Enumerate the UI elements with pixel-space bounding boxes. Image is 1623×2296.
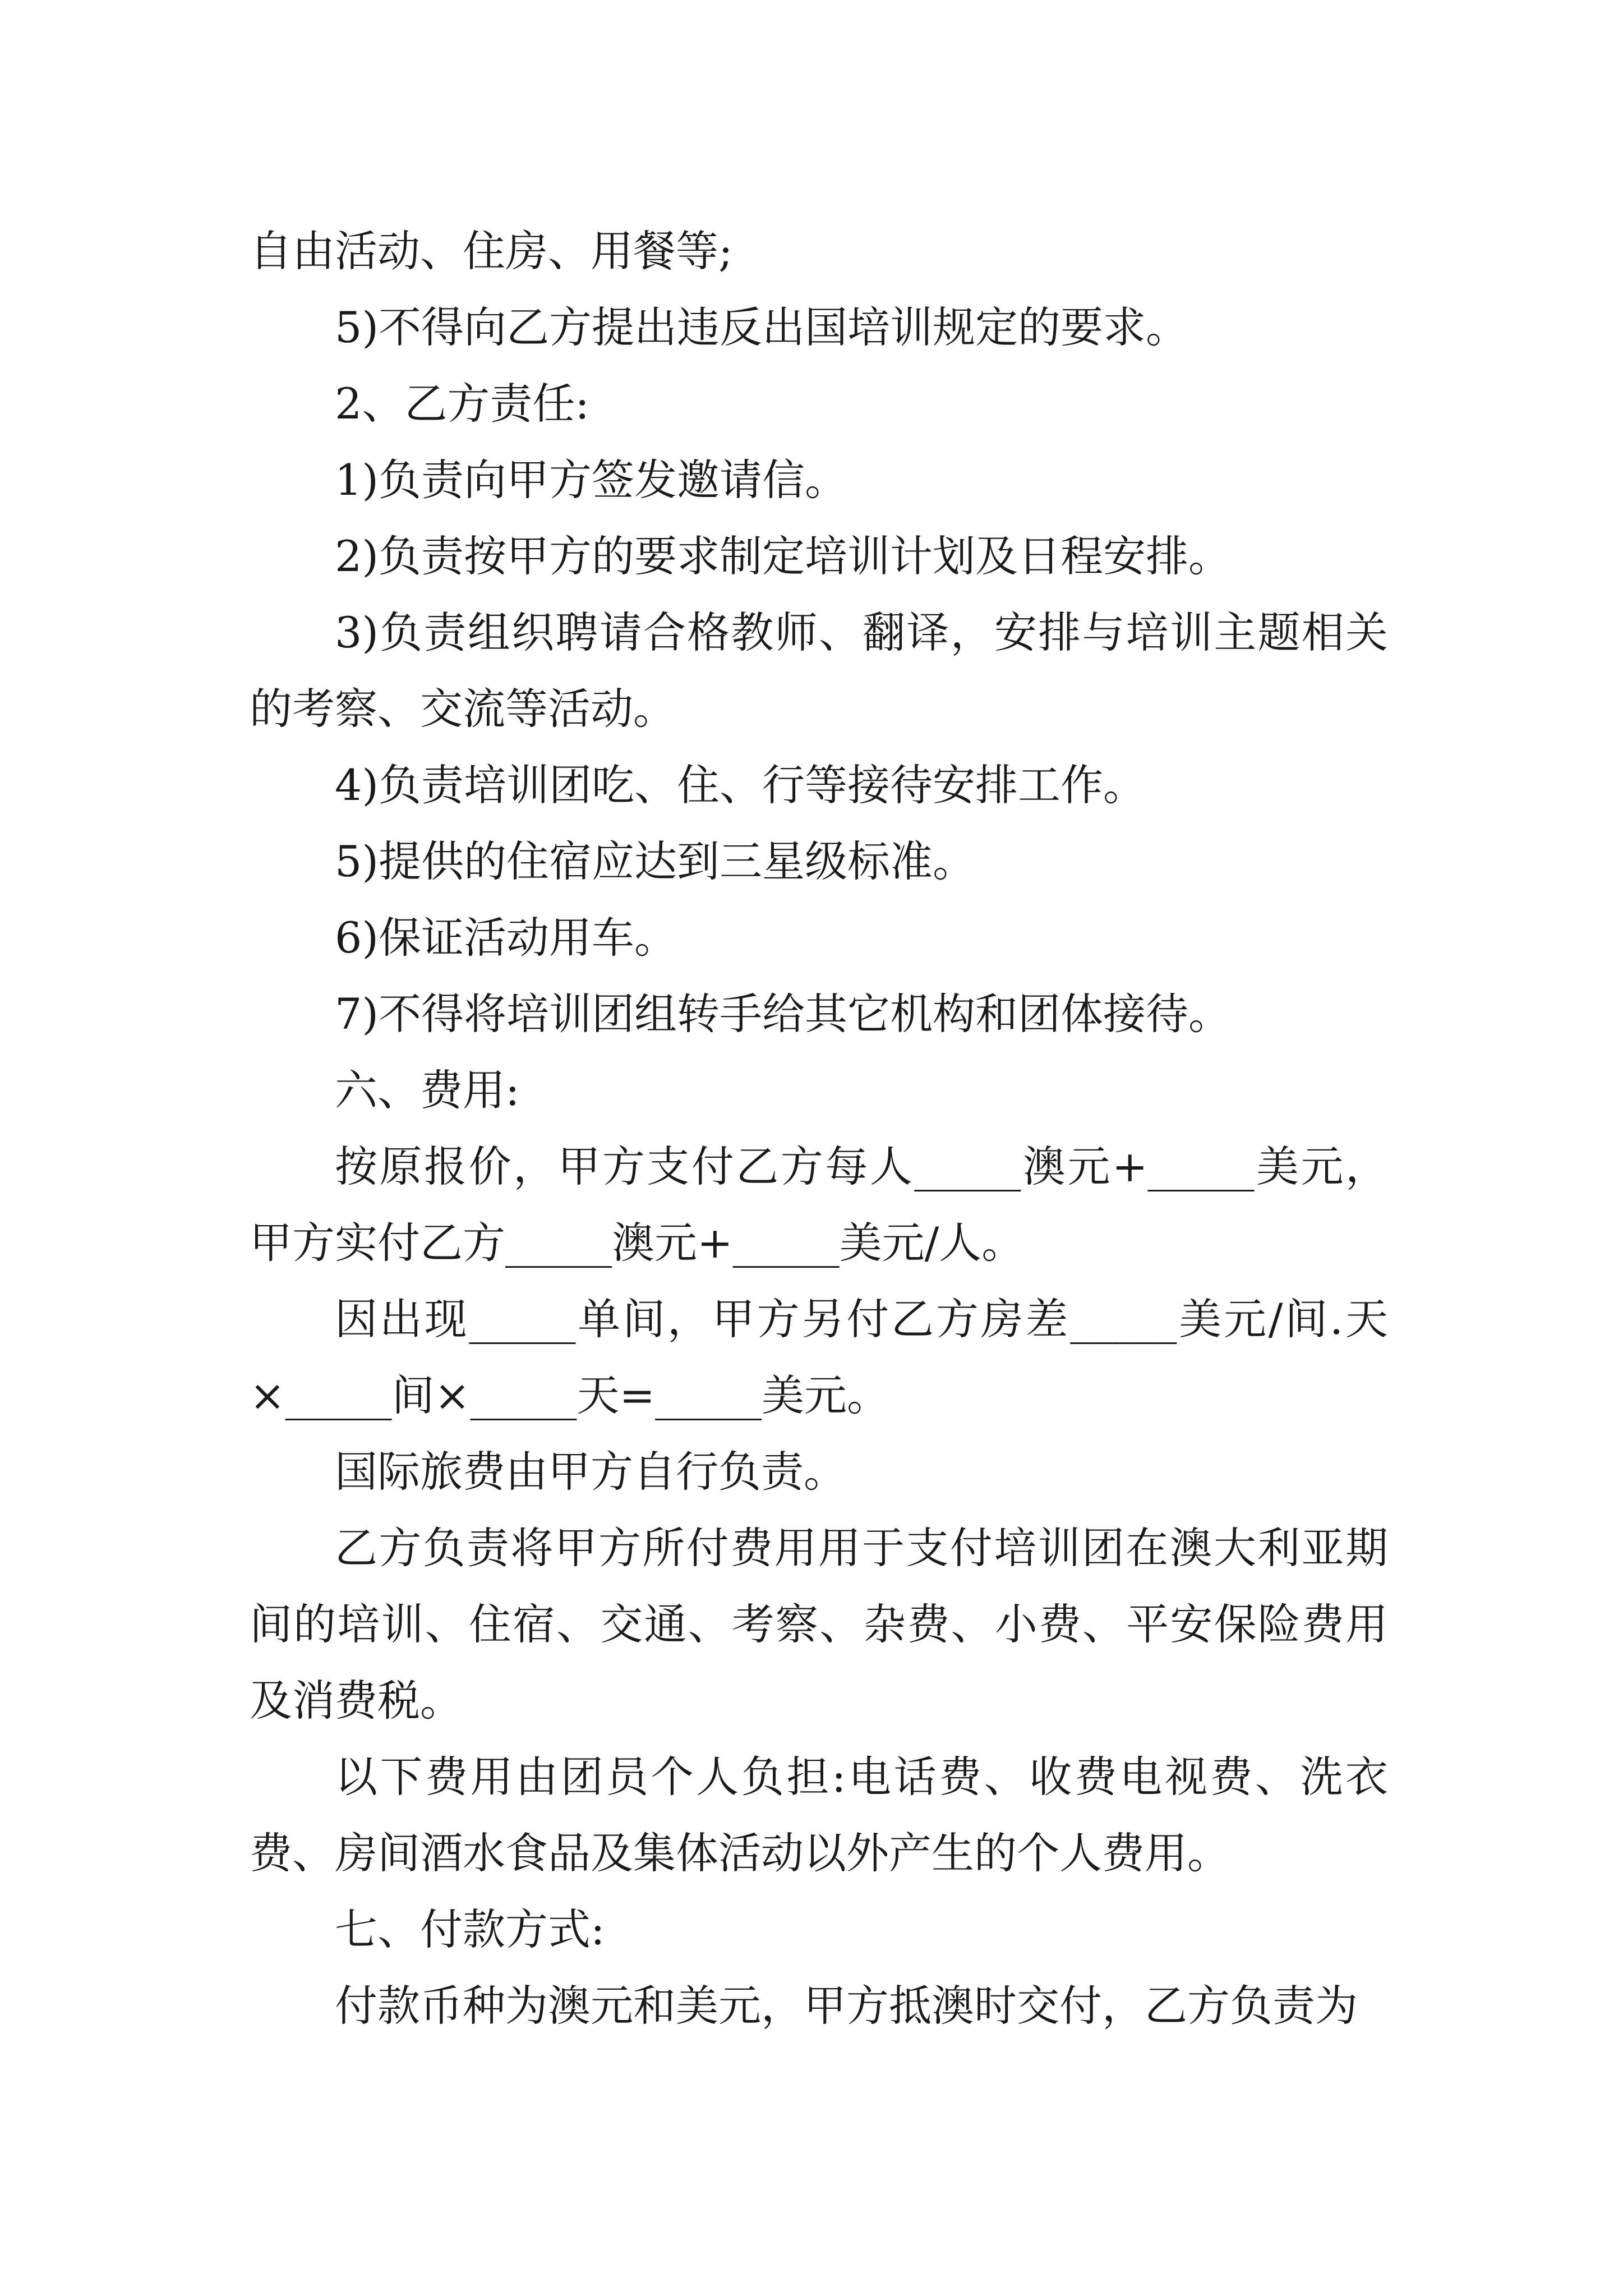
paragraph-party-b-item-2: 2)负责按甲方的要求制定培训计划及日程安排。 [335,531,1232,581]
paragraph-party-b-item-3: 3)负责组织聘请合格教师、翻译，安排与培训主题相关的考察、交流等活动。 [250,608,1388,734]
paragraph-party-b-item-7: 7)不得将培训团组转手给其它机构和团体接待。 [335,989,1232,1039]
paragraph-fees-single-room: 因出现_____单间，甲方另付乙方房差_____美元/间.天×_____间×_____天=_____美元。 [250,1294,1388,1420]
paragraph-payment-currency: 付款币种为澳元和美元，甲方抵澳时交付，乙方负责为 [335,1981,1358,2031]
paragraph-activities: 自由活动、住房、用餐等; [250,226,733,276]
paragraph-party-b-item-4: 4)负责培训团吃、住、行等接待安排工作。 [335,760,1146,810]
paragraph-fees-quote: 按原报价，甲方支付乙方每人_____澳元+_____美元，甲方实付乙方_____澳元+_____美元/人。 [250,1142,1388,1268]
paragraph-fees-usage: 乙方负责将甲方所付费用用于支付培训团在澳大利亚期间的培训、住宿、交通、考察、杂费、小费、平安保险费用及消费税。 [250,1523,1388,1726]
document-page [250,213,1388,2044]
section-party-b-responsibilities: 2、乙方责任: [335,379,589,429]
paragraph-party-a-item-5: 5)不得向乙方提出违反出国培训规定的要求。 [335,302,1189,352]
paragraph-party-b-item-5: 5)提供的住宿应达到三星级标准。 [335,836,976,886]
section-payment-method-heading: 七、付款方式: [335,1904,605,1954]
paragraph-personal-expenses: 以下费用由团员个人负担:电话费、收费电视费、洗衣费、房间酒水食品及集体活动以外产生的个人费用。 [250,1752,1388,1878]
paragraph-party-b-item-1: 1)负责向甲方签发邀请信。 [335,455,848,505]
section-fees-heading: 六、费用: [335,1065,520,1115]
paragraph-party-b-item-6: 6)保证活动用车。 [335,913,677,963]
paragraph-international-travel: 国际旅费由甲方自行负责。 [335,1447,846,1497]
